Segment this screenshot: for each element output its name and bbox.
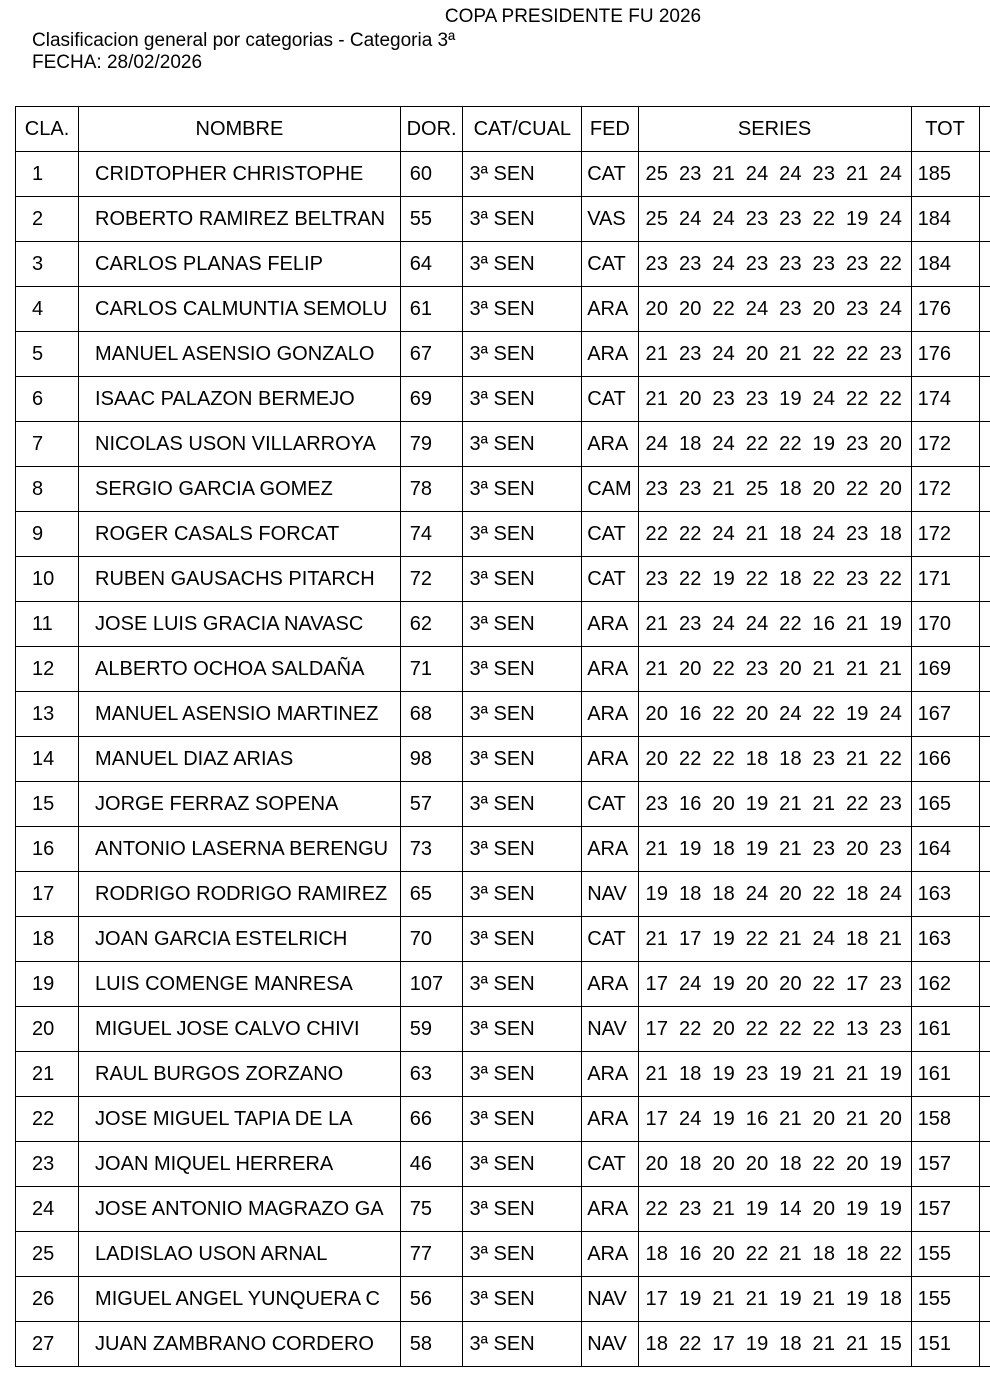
cell-fed: CAT <box>582 152 638 197</box>
cell-cla: 22 <box>16 1097 79 1142</box>
cell-tot: 169 <box>911 647 979 692</box>
cell-extra <box>979 1322 990 1367</box>
cell-cat: 3ª SEN <box>463 962 582 1007</box>
cell-cat: 3ª SEN <box>463 737 582 782</box>
table-row <box>16 242 990 287</box>
cell-tot: 185 <box>911 152 979 197</box>
cell-nombre: MANUEL DIAZ ARIAS <box>79 737 401 782</box>
cell-fed: ARA <box>582 602 638 647</box>
cell-cla: 20 <box>16 1007 79 1052</box>
cell-nombre: JOSE MIGUEL TAPIA DE LA <box>79 1097 401 1142</box>
cell-dor: 64 <box>400 242 463 287</box>
cell-dor: 75 <box>400 1187 463 1232</box>
cell-series: 21 23 24 20 21 22 22 23 <box>638 332 911 377</box>
cell-dor: 59 <box>400 1007 463 1052</box>
cell-extra <box>979 377 990 422</box>
cell-dor: 61 <box>400 287 463 332</box>
cell-series: 25 24 24 23 23 22 19 24 <box>638 197 911 242</box>
cell-fed: ARA <box>582 647 638 692</box>
cell-cla: 24 <box>16 1187 79 1232</box>
table-row <box>16 152 990 197</box>
cell-nombre: MANUEL ASENSIO GONZALO <box>79 332 401 377</box>
cell-fed: CAT <box>582 557 638 602</box>
cell-tot: 162 <box>911 962 979 1007</box>
cell-cla: 17 <box>16 872 79 917</box>
cell-extra <box>979 1277 990 1322</box>
cell-fed: ARA <box>582 1097 638 1142</box>
cell-cla: 14 <box>16 737 79 782</box>
document-title: COPA PRESIDENTE FU 2026 <box>444 6 702 27</box>
cell-series: 24 18 24 22 22 19 23 20 <box>638 422 911 467</box>
table-row <box>16 647 990 692</box>
cell-extra <box>979 197 990 242</box>
header-fed: FED <box>582 107 638 152</box>
cell-tot: 170 <box>911 602 979 647</box>
cell-series: 21 20 23 23 19 24 22 22 <box>638 377 911 422</box>
cell-extra <box>979 782 990 827</box>
cell-series: 23 22 19 22 18 22 23 22 <box>638 557 911 602</box>
table-row <box>16 197 990 242</box>
cell-extra <box>979 872 990 917</box>
cell-cat: 3ª SEN <box>463 917 582 962</box>
cell-dor: 74 <box>400 512 463 557</box>
cell-cla: 18 <box>16 917 79 962</box>
cell-fed: ARA <box>582 332 638 377</box>
cell-dor: 55 <box>400 197 463 242</box>
cell-dor: 46 <box>400 1142 463 1187</box>
table-row <box>16 692 990 737</box>
header-series: SERIES <box>638 107 911 152</box>
cell-cla: 15 <box>16 782 79 827</box>
cell-nombre: JOAN MIQUEL HERRERA <box>79 1142 401 1187</box>
cell-cla: 25 <box>16 1232 79 1277</box>
cell-nombre: JUAN ZAMBRANO CORDERO <box>79 1322 401 1367</box>
cell-cat: 3ª SEN <box>463 152 582 197</box>
cell-cat: 3ª SEN <box>463 647 582 692</box>
cell-extra <box>979 917 990 962</box>
table-body <box>16 152 990 1367</box>
cell-series: 22 22 24 21 18 24 23 18 <box>638 512 911 557</box>
cell-dor: 62 <box>400 602 463 647</box>
cell-tot: 161 <box>911 1007 979 1052</box>
cell-tot: 163 <box>911 917 979 962</box>
header-tot: TOT <box>911 107 979 152</box>
cell-cla: 12 <box>16 647 79 692</box>
cell-cat: 3ª SEN <box>463 1007 582 1052</box>
cell-fed: CAT <box>582 242 638 287</box>
table-row <box>16 827 990 872</box>
cell-nombre: ALBERTO OCHOA SALDAÑA <box>79 647 401 692</box>
cell-cla: 13 <box>16 692 79 737</box>
table-row <box>16 737 990 782</box>
cell-series: 19 18 18 24 20 22 18 24 <box>638 872 911 917</box>
cell-cat: 3ª SEN <box>463 197 582 242</box>
cell-series: 20 22 22 18 18 23 21 22 <box>638 737 911 782</box>
cell-dor: 66 <box>400 1097 463 1142</box>
table-row <box>16 512 990 557</box>
cell-extra <box>979 557 990 602</box>
cell-nombre: NICOLAS USON VILLARROYA <box>79 422 401 467</box>
cell-series: 21 19 18 19 21 23 20 23 <box>638 827 911 872</box>
cell-nombre: JOSE ANTONIO MAGRAZO GA <box>79 1187 401 1232</box>
cell-fed: CAT <box>582 917 638 962</box>
cell-cla: 21 <box>16 1052 79 1097</box>
table-row <box>16 467 990 512</box>
cell-fed: CAT <box>582 782 638 827</box>
header-cla: CLA. <box>16 107 79 152</box>
table-row <box>16 917 990 962</box>
cell-cla: 7 <box>16 422 79 467</box>
cell-nombre: LADISLAO USON ARNAL <box>79 1232 401 1277</box>
table-row <box>16 962 990 1007</box>
cell-extra <box>979 287 990 332</box>
table-header-row <box>16 107 990 152</box>
cell-cat: 3ª SEN <box>463 422 582 467</box>
results-table <box>15 106 990 1367</box>
cell-cla: 3 <box>16 242 79 287</box>
cell-fed: ARA <box>582 1187 638 1232</box>
cell-cla: 16 <box>16 827 79 872</box>
document-subtitle: Clasificacion general por categorias - Categoria 3ª <box>32 30 456 51</box>
cell-extra <box>979 242 990 287</box>
cell-series: 21 20 22 23 20 21 21 21 <box>638 647 911 692</box>
cell-cla: 9 <box>16 512 79 557</box>
cell-extra <box>979 1232 990 1277</box>
cell-nombre: RODRIGO RODRIGO RAMIREZ <box>79 872 401 917</box>
table-row <box>16 1007 990 1052</box>
cell-extra <box>979 962 990 1007</box>
cell-nombre: CRIDTOPHER CHRISTOPHE <box>79 152 401 197</box>
cell-nombre: CARLOS CALMUNTIA SEMOLU <box>79 287 401 332</box>
cell-tot: 176 <box>911 332 979 377</box>
cell-cla: 23 <box>16 1142 79 1187</box>
cell-dor: 68 <box>400 692 463 737</box>
cell-cat: 3ª SEN <box>463 1187 582 1232</box>
cell-nombre: RUBEN GAUSACHS PITARCH <box>79 557 401 602</box>
cell-series: 18 22 17 19 18 21 21 15 <box>638 1322 911 1367</box>
cell-fed: ARA <box>582 1232 638 1277</box>
cell-extra <box>979 332 990 377</box>
cell-nombre: ANTONIO LASERNA BERENGU <box>79 827 401 872</box>
cell-fed: ARA <box>582 287 638 332</box>
cell-extra <box>979 602 990 647</box>
table-row <box>16 602 990 647</box>
cell-fed: CAM <box>582 467 638 512</box>
cell-extra <box>979 152 990 197</box>
cell-dor: 65 <box>400 872 463 917</box>
cell-cla: 6 <box>16 377 79 422</box>
cell-cat: 3ª SEN <box>463 467 582 512</box>
cell-tot: 184 <box>911 242 979 287</box>
cell-dor: 73 <box>400 827 463 872</box>
cell-series: 17 24 19 16 21 20 21 20 <box>638 1097 911 1142</box>
cell-cat: 3ª SEN <box>463 377 582 422</box>
cell-cla: 2 <box>16 197 79 242</box>
table-row <box>16 1097 990 1142</box>
cell-cla: 27 <box>16 1322 79 1367</box>
table-row <box>16 422 990 467</box>
table-row <box>16 377 990 422</box>
cell-tot: 163 <box>911 872 979 917</box>
cell-cat: 3ª SEN <box>463 1322 582 1367</box>
header-dor: DOR. <box>400 107 463 152</box>
cell-series: 21 18 19 23 19 21 21 19 <box>638 1052 911 1097</box>
cell-series: 17 19 21 21 19 21 19 18 <box>638 1277 911 1322</box>
cell-fed: NAV <box>582 1277 638 1322</box>
cell-series: 23 23 21 25 18 20 22 20 <box>638 467 911 512</box>
cell-fed: NAV <box>582 1322 638 1367</box>
cell-tot: 176 <box>911 287 979 332</box>
cell-cat: 3ª SEN <box>463 827 582 872</box>
cell-tot: 171 <box>911 557 979 602</box>
cell-series: 23 23 24 23 23 23 23 22 <box>638 242 911 287</box>
cell-extra <box>979 512 990 557</box>
cell-cat: 3ª SEN <box>463 557 582 602</box>
cell-tot: 158 <box>911 1097 979 1142</box>
cell-nombre: ROGER CASALS FORCAT <box>79 512 401 557</box>
cell-series: 21 23 24 24 22 16 21 19 <box>638 602 911 647</box>
cell-dor: 98 <box>400 737 463 782</box>
cell-fed: CAT <box>582 1142 638 1187</box>
cell-series: 20 18 20 20 18 22 20 19 <box>638 1142 911 1187</box>
cell-fed: ARA <box>582 1052 638 1097</box>
cell-nombre: MIGUEL ANGEL YUNQUERA C <box>79 1277 401 1322</box>
cell-fed: ARA <box>582 827 638 872</box>
cell-extra <box>979 422 990 467</box>
header-extra <box>979 107 990 152</box>
header-nombre: NOMBRE <box>79 107 401 152</box>
cell-nombre: JOAN GARCIA ESTELRICH <box>79 917 401 962</box>
cell-dor: 71 <box>400 647 463 692</box>
table-row <box>16 557 990 602</box>
header-cat: CAT/CUAL <box>463 107 582 152</box>
cell-cat: 3ª SEN <box>463 1277 582 1322</box>
cell-dor: 63 <box>400 1052 463 1097</box>
cell-cla: 4 <box>16 287 79 332</box>
cell-cla: 8 <box>16 467 79 512</box>
cell-nombre: MANUEL ASENSIO MARTINEZ <box>79 692 401 737</box>
cell-series: 20 20 22 24 23 20 23 24 <box>638 287 911 332</box>
cell-tot: 155 <box>911 1232 979 1277</box>
table-row <box>16 1142 990 1187</box>
cell-fed: VAS <box>582 197 638 242</box>
cell-tot: 184 <box>911 197 979 242</box>
cell-cat: 3ª SEN <box>463 1052 582 1097</box>
cell-cla: 1 <box>16 152 79 197</box>
cell-fed: CAT <box>582 377 638 422</box>
cell-fed: NAV <box>582 1007 638 1052</box>
cell-dor: 79 <box>400 422 463 467</box>
cell-cla: 10 <box>16 557 79 602</box>
cell-nombre: ISAAC PALAZON BERMEJO <box>79 377 401 422</box>
cell-series: 18 16 20 22 21 18 18 22 <box>638 1232 911 1277</box>
cell-series: 20 16 22 20 24 22 19 24 <box>638 692 911 737</box>
cell-tot: 172 <box>911 512 979 557</box>
cell-cat: 3ª SEN <box>463 872 582 917</box>
cell-cat: 3ª SEN <box>463 602 582 647</box>
cell-nombre: SERGIO GARCIA GOMEZ <box>79 467 401 512</box>
cell-cla: 5 <box>16 332 79 377</box>
table-row <box>16 872 990 917</box>
cell-fed: ARA <box>582 422 638 467</box>
cell-cat: 3ª SEN <box>463 512 582 557</box>
cell-nombre: ROBERTO RAMIREZ BELTRAN <box>79 197 401 242</box>
cell-extra <box>979 1097 990 1142</box>
cell-series: 23 16 20 19 21 21 22 23 <box>638 782 911 827</box>
cell-nombre: RAUL BURGOS ZORZANO <box>79 1052 401 1097</box>
cell-dor: 72 <box>400 557 463 602</box>
table-row <box>16 1052 990 1097</box>
cell-tot: 155 <box>911 1277 979 1322</box>
cell-series: 21 17 19 22 21 24 18 21 <box>638 917 911 962</box>
cell-dor: 107 <box>400 962 463 1007</box>
cell-cat: 3ª SEN <box>463 332 582 377</box>
cell-tot: 164 <box>911 827 979 872</box>
document-date: FECHA: 28/02/2026 <box>32 52 203 73</box>
cell-extra <box>979 467 990 512</box>
cell-extra <box>979 827 990 872</box>
cell-tot: 165 <box>911 782 979 827</box>
cell-extra <box>979 647 990 692</box>
cell-dor: 78 <box>400 467 463 512</box>
cell-fed: ARA <box>582 962 638 1007</box>
cell-series: 25 23 21 24 24 23 21 24 <box>638 152 911 197</box>
cell-extra <box>979 1052 990 1097</box>
cell-cat: 3ª SEN <box>463 782 582 827</box>
cell-nombre: MIGUEL JOSE CALVO CHIVI <box>79 1007 401 1052</box>
table-row <box>16 287 990 332</box>
cell-dor: 70 <box>400 917 463 962</box>
cell-cla: 11 <box>16 602 79 647</box>
cell-dor: 58 <box>400 1322 463 1367</box>
cell-series: 22 23 21 19 14 20 19 19 <box>638 1187 911 1232</box>
cell-cla: 26 <box>16 1277 79 1322</box>
cell-nombre: CARLOS PLANAS FELIP <box>79 242 401 287</box>
cell-extra <box>979 1007 990 1052</box>
cell-cat: 3ª SEN <box>463 1232 582 1277</box>
cell-dor: 56 <box>400 1277 463 1322</box>
cell-cla: 19 <box>16 962 79 1007</box>
cell-dor: 57 <box>400 782 463 827</box>
cell-cat: 3ª SEN <box>463 287 582 332</box>
cell-tot: 167 <box>911 692 979 737</box>
cell-extra <box>979 1142 990 1187</box>
cell-fed: NAV <box>582 872 638 917</box>
cell-nombre: JORGE FERRAZ SOPENA <box>79 782 401 827</box>
cell-fed: ARA <box>582 737 638 782</box>
cell-cat: 3ª SEN <box>463 1142 582 1187</box>
cell-series: 17 24 19 20 20 22 17 23 <box>638 962 911 1007</box>
cell-fed: CAT <box>582 512 638 557</box>
cell-fed: ARA <box>582 692 638 737</box>
cell-tot: 151 <box>911 1322 979 1367</box>
cell-cat: 3ª SEN <box>463 242 582 287</box>
cell-tot: 166 <box>911 737 979 782</box>
cell-nombre: LUIS COMENGE MANRESA <box>79 962 401 1007</box>
table-row <box>16 332 990 377</box>
cell-extra <box>979 1187 990 1232</box>
cell-cat: 3ª SEN <box>463 1097 582 1142</box>
cell-dor: 69 <box>400 377 463 422</box>
cell-extra <box>979 737 990 782</box>
cell-cat: 3ª SEN <box>463 692 582 737</box>
cell-tot: 161 <box>911 1052 979 1097</box>
cell-tot: 157 <box>911 1142 979 1187</box>
cell-dor: 60 <box>400 152 463 197</box>
cell-series: 17 22 20 22 22 22 13 23 <box>638 1007 911 1052</box>
table-row <box>16 782 990 827</box>
table-row <box>16 1277 990 1322</box>
cell-tot: 174 <box>911 377 979 422</box>
cell-tot: 172 <box>911 467 979 512</box>
cell-dor: 77 <box>400 1232 463 1277</box>
table-row <box>16 1322 990 1367</box>
cell-nombre: JOSE LUIS GRACIA NAVASC <box>79 602 401 647</box>
cell-dor: 67 <box>400 332 463 377</box>
cell-extra <box>979 692 990 737</box>
cell-tot: 157 <box>911 1187 979 1232</box>
table-row <box>16 1187 990 1232</box>
table-row <box>16 1232 990 1277</box>
cell-tot: 172 <box>911 422 979 467</box>
